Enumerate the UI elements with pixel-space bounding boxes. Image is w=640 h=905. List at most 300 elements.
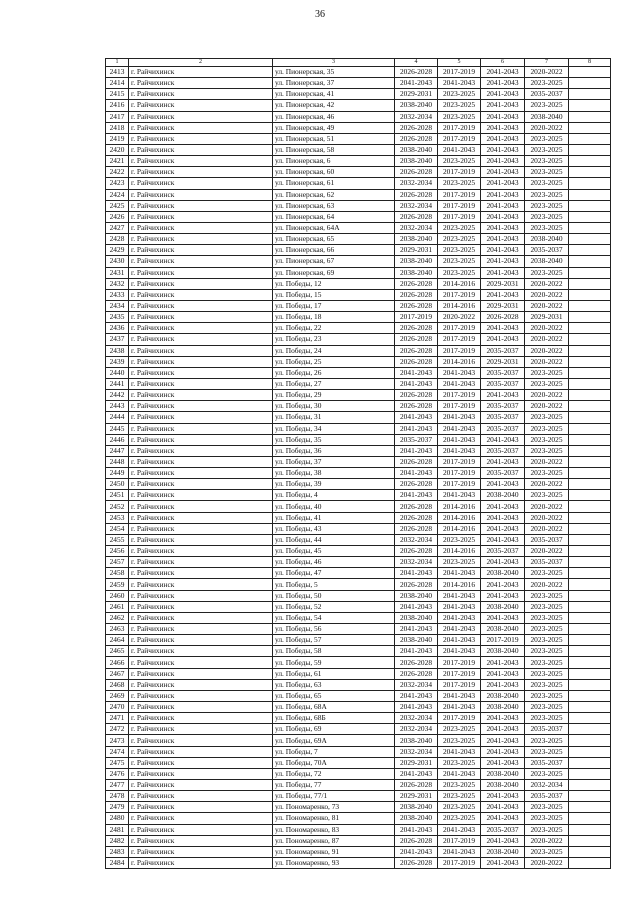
- table-row: [106, 702, 611, 713]
- notes-cell: [569, 668, 611, 679]
- period-cell: 2026-2028: [395, 67, 438, 78]
- notes-cell: [569, 557, 611, 568]
- table-row: [106, 256, 611, 267]
- city-cell: г. Райчихинск: [129, 568, 273, 579]
- table-row: [106, 490, 611, 501]
- notes-cell: [569, 501, 611, 512]
- column-header: 6: [481, 59, 525, 67]
- city-cell: г. Райчихинск: [129, 378, 273, 389]
- period-cell: 2038-2040: [481, 601, 525, 612]
- table-row: [106, 89, 611, 100]
- address-cell: ул. Пионерская, 65: [273, 234, 395, 245]
- table-row: [106, 780, 611, 791]
- row-number-cell: 2420: [106, 144, 129, 155]
- city-cell: г. Райчихинск: [129, 768, 273, 779]
- period-cell: 2023-2025: [438, 256, 481, 267]
- notes-cell: [569, 657, 611, 668]
- period-cell: 2020-2022: [525, 334, 569, 345]
- table-row: [106, 735, 611, 746]
- period-cell: 2041-2043: [481, 111, 525, 122]
- period-cell: 2041-2043: [438, 702, 481, 713]
- row-number-cell: 2459: [106, 579, 129, 590]
- period-cell: 2038-2040: [481, 568, 525, 579]
- row-number-cell: 2442: [106, 390, 129, 401]
- period-cell: 2029-2031: [481, 300, 525, 311]
- city-cell: г. Райчихинск: [129, 122, 273, 133]
- city-cell: г. Райчихинск: [129, 245, 273, 256]
- period-cell: 2038-2040: [481, 690, 525, 701]
- row-number-cell: 2431: [106, 267, 129, 278]
- city-cell: г. Райчихинск: [129, 490, 273, 501]
- period-cell: 2017-2019: [438, 334, 481, 345]
- period-cell: 2041-2043: [481, 501, 525, 512]
- period-cell: 2014-2016: [438, 512, 481, 523]
- row-number-cell: 2433: [106, 289, 129, 300]
- address-cell: ул. Победы, 38: [273, 468, 395, 479]
- address-cell: ул. Победы, 41: [273, 512, 395, 523]
- table-row: [106, 835, 611, 846]
- period-cell: 2023-2025: [438, 791, 481, 802]
- address-cell: ул. Пономаренко, 87: [273, 835, 395, 846]
- city-cell: г. Райчихинск: [129, 702, 273, 713]
- table-row: [106, 445, 611, 456]
- notes-cell: [569, 445, 611, 456]
- period-cell: 2023-2025: [525, 824, 569, 835]
- row-number-cell: 2484: [106, 857, 129, 868]
- address-cell: ул. Победы, 27: [273, 378, 395, 389]
- address-cell: ул. Пионерская, 35: [273, 67, 395, 78]
- period-cell: 2020-2022: [525, 456, 569, 467]
- row-number-cell: 2438: [106, 345, 129, 356]
- address-cell: ул. Пионерская, 49: [273, 122, 395, 133]
- address-cell: ул. Победы, 30: [273, 401, 395, 412]
- column-header: 3: [273, 59, 395, 67]
- period-cell: 2026-2028: [395, 456, 438, 467]
- period-cell: 2035-2037: [525, 245, 569, 256]
- notes-cell: [569, 713, 611, 724]
- notes-cell: [569, 579, 611, 590]
- table-row: [106, 200, 611, 211]
- period-cell: 2017-2019: [438, 390, 481, 401]
- period-cell: 2038-2040: [525, 256, 569, 267]
- period-cell: 2035-2037: [525, 89, 569, 100]
- notes-cell: [569, 490, 611, 501]
- period-cell: 2041-2043: [481, 679, 525, 690]
- table-row: [106, 412, 611, 423]
- city-cell: г. Райчихинск: [129, 345, 273, 356]
- period-cell: 2035-2037: [525, 724, 569, 735]
- notes-cell: [569, 245, 611, 256]
- table-row: [106, 746, 611, 757]
- notes-cell: [569, 802, 611, 813]
- period-cell: 2026-2028: [395, 211, 438, 222]
- period-cell: 2026-2028: [395, 479, 438, 490]
- address-cell: ул. Победы, 44: [273, 534, 395, 545]
- notes-cell: [569, 523, 611, 534]
- table-row: [106, 679, 611, 690]
- period-cell: 2035-2037: [481, 824, 525, 835]
- notes-cell: [569, 546, 611, 557]
- period-cell: 2026-2028: [395, 133, 438, 144]
- period-cell: 2023-2025: [525, 624, 569, 635]
- period-cell: 2032-2034: [395, 178, 438, 189]
- address-cell: ул. Победы, 59: [273, 657, 395, 668]
- period-cell: 2020-2022: [525, 546, 569, 557]
- period-cell: 2041-2043: [481, 133, 525, 144]
- period-cell: 2032-2034: [395, 724, 438, 735]
- period-cell: 2020-2022: [525, 122, 569, 133]
- period-cell: 2041-2043: [481, 267, 525, 278]
- period-cell: 2014-2016: [438, 579, 481, 590]
- address-cell: ул. Пономаренко, 83: [273, 824, 395, 835]
- period-cell: 2041-2043: [438, 445, 481, 456]
- period-cell: 2020-2022: [525, 390, 569, 401]
- address-cell: ул. Победы, 61: [273, 668, 395, 679]
- period-cell: 2029-2031: [395, 245, 438, 256]
- address-cell: ул. Пионерская, 51: [273, 133, 395, 144]
- address-cell: ул. Победы, 63: [273, 679, 395, 690]
- city-cell: г. Райчихинск: [129, 780, 273, 791]
- address-cell: ул. Пионерская, 62: [273, 189, 395, 200]
- row-number-cell: 2471: [106, 713, 129, 724]
- period-cell: 2017-2019: [438, 167, 481, 178]
- city-cell: г. Райчихинск: [129, 390, 273, 401]
- period-cell: 2041-2043: [481, 835, 525, 846]
- table-row: [106, 690, 611, 701]
- address-cell: ул. Победы, 5: [273, 579, 395, 590]
- table-row: [106, 100, 611, 111]
- city-cell: г. Райчихинск: [129, 523, 273, 534]
- period-cell: 2017-2019: [438, 200, 481, 211]
- period-cell: 2017-2019: [438, 67, 481, 78]
- city-cell: г. Райчихинск: [129, 456, 273, 467]
- table-row: [106, 334, 611, 345]
- period-cell: 2041-2043: [438, 144, 481, 155]
- period-cell: 2041-2043: [481, 523, 525, 534]
- notes-cell: [569, 334, 611, 345]
- notes-cell: [569, 345, 611, 356]
- column-header: 4: [395, 59, 438, 67]
- period-cell: 2017-2019: [438, 345, 481, 356]
- row-number-cell: 2453: [106, 512, 129, 523]
- period-cell: 2026-2028: [395, 300, 438, 311]
- period-cell: 2041-2043: [481, 256, 525, 267]
- address-cell: ул. Пионерская, 64А: [273, 222, 395, 233]
- row-number-cell: 2458: [106, 568, 129, 579]
- city-cell: г. Райчихинск: [129, 256, 273, 267]
- period-cell: 2026-2028: [395, 857, 438, 868]
- table-row: [106, 167, 611, 178]
- table-row: [106, 234, 611, 245]
- table-row: [106, 857, 611, 868]
- period-cell: 2041-2043: [438, 601, 481, 612]
- period-cell: 2023-2025: [438, 534, 481, 545]
- period-cell: 2023-2025: [438, 156, 481, 167]
- address-cell: ул. Победы, 18: [273, 312, 395, 323]
- period-cell: 2041-2043: [395, 824, 438, 835]
- period-cell: 2029-2031: [525, 312, 569, 323]
- period-cell: 2035-2037: [481, 345, 525, 356]
- notes-cell: [569, 534, 611, 545]
- city-cell: г. Райчихинск: [129, 278, 273, 289]
- period-cell: 2041-2043: [481, 713, 525, 724]
- address-cell: ул. Победы, 56: [273, 624, 395, 635]
- period-cell: 2017-2019: [438, 479, 481, 490]
- row-number-cell: 2482: [106, 835, 129, 846]
- notes-cell: [569, 434, 611, 445]
- row-number-cell: 2441: [106, 378, 129, 389]
- period-cell: 2023-2025: [525, 78, 569, 89]
- city-cell: г. Райчихинск: [129, 635, 273, 646]
- notes-cell: [569, 390, 611, 401]
- period-cell: 2038-2040: [395, 156, 438, 167]
- address-cell: ул. Пионерская, 64: [273, 211, 395, 222]
- city-cell: г. Райчихинск: [129, 679, 273, 690]
- city-cell: г. Райчихинск: [129, 646, 273, 657]
- address-cell: ул. Победы, 57: [273, 635, 395, 646]
- period-cell: 2038-2040: [481, 780, 525, 791]
- notes-cell: [569, 813, 611, 824]
- table-row: [106, 479, 611, 490]
- address-cell: ул. Победы, 72: [273, 768, 395, 779]
- city-cell: г. Райчихинск: [129, 234, 273, 245]
- period-cell: 2041-2043: [395, 78, 438, 89]
- table-row: [106, 568, 611, 579]
- address-cell: ул. Победы, 52: [273, 601, 395, 612]
- city-cell: г. Райчихинск: [129, 178, 273, 189]
- address-cell: ул. Победы, 69А: [273, 735, 395, 746]
- period-cell: 2035-2037: [481, 412, 525, 423]
- address-cell: ул. Пионерская, 67: [273, 256, 395, 267]
- period-cell: 2038-2040: [395, 735, 438, 746]
- period-cell: 2020-2022: [525, 356, 569, 367]
- period-cell: 2032-2034: [395, 746, 438, 757]
- row-number-cell: 2476: [106, 768, 129, 779]
- period-cell: 2023-2025: [438, 89, 481, 100]
- period-cell: 2023-2025: [525, 590, 569, 601]
- address-cell: ул. Пионерская, 63: [273, 200, 395, 211]
- period-cell: 2023-2025: [525, 746, 569, 757]
- table-row: [106, 401, 611, 412]
- period-cell: 2023-2025: [438, 780, 481, 791]
- table-row: [106, 278, 611, 289]
- period-cell: 2041-2043: [481, 334, 525, 345]
- city-cell: г. Райчихинск: [129, 657, 273, 668]
- period-cell: 2041-2043: [481, 234, 525, 245]
- row-number-cell: 2422: [106, 167, 129, 178]
- period-cell: 2020-2022: [525, 278, 569, 289]
- city-cell: г. Райчихинск: [129, 323, 273, 334]
- period-cell: 2026-2028: [395, 289, 438, 300]
- period-cell: 2038-2040: [481, 646, 525, 657]
- period-cell: 2023-2025: [525, 222, 569, 233]
- period-cell: 2041-2043: [481, 245, 525, 256]
- period-cell: 2026-2028: [395, 390, 438, 401]
- notes-cell: [569, 412, 611, 423]
- table-row: [106, 590, 611, 601]
- row-number-cell: 2446: [106, 434, 129, 445]
- column-header: 5: [438, 59, 481, 67]
- notes-cell: [569, 234, 611, 245]
- city-cell: г. Райчихинск: [129, 690, 273, 701]
- table-row: [106, 267, 611, 278]
- period-cell: 2041-2043: [481, 456, 525, 467]
- table-row: [106, 546, 611, 557]
- period-cell: 2041-2043: [438, 768, 481, 779]
- row-number-cell: 2414: [106, 78, 129, 89]
- period-cell: 2017-2019: [438, 211, 481, 222]
- period-cell: 2017-2019: [438, 835, 481, 846]
- period-cell: 2032-2034: [395, 713, 438, 724]
- address-cell: ул. Пономаренко, 73: [273, 802, 395, 813]
- period-cell: 2020-2022: [525, 67, 569, 78]
- period-cell: 2023-2025: [525, 144, 569, 155]
- period-cell: 2026-2028: [395, 579, 438, 590]
- address-cell: ул. Победы, 4: [273, 490, 395, 501]
- address-cell: ул. Победы, 37: [273, 456, 395, 467]
- period-cell: 2026-2028: [395, 356, 438, 367]
- period-cell: 2041-2043: [481, 89, 525, 100]
- notes-cell: [569, 757, 611, 768]
- row-number-cell: 2451: [106, 490, 129, 501]
- notes-cell: [569, 512, 611, 523]
- row-number-cell: 2463: [106, 624, 129, 635]
- table-row: [106, 300, 611, 311]
- notes-cell: [569, 590, 611, 601]
- period-cell: 2023-2025: [525, 635, 569, 646]
- city-cell: г. Райчихинск: [129, 78, 273, 89]
- address-cell: ул. Победы, 23: [273, 334, 395, 345]
- period-cell: 2041-2043: [438, 824, 481, 835]
- city-cell: г. Райчихинск: [129, 211, 273, 222]
- notes-cell: [569, 167, 611, 178]
- row-number-cell: 2454: [106, 523, 129, 534]
- row-number-cell: 2424: [106, 189, 129, 200]
- period-cell: 2017-2019: [395, 312, 438, 323]
- table-row: [106, 356, 611, 367]
- period-cell: 2041-2043: [395, 490, 438, 501]
- period-cell: 2026-2028: [395, 401, 438, 412]
- period-cell: 2038-2040: [481, 768, 525, 779]
- period-cell: 2017-2019: [438, 289, 481, 300]
- row-number-cell: 2468: [106, 679, 129, 690]
- period-cell: 2041-2043: [481, 512, 525, 523]
- period-cell: 2041-2043: [395, 378, 438, 389]
- period-cell: 2041-2043: [481, 67, 525, 78]
- period-cell: 2020-2022: [525, 323, 569, 334]
- period-cell: 2032-2034: [395, 222, 438, 233]
- city-cell: г. Райчихинск: [129, 200, 273, 211]
- period-cell: 2041-2043: [481, 579, 525, 590]
- period-cell: 2041-2043: [395, 468, 438, 479]
- column-header: 2: [129, 59, 273, 67]
- row-number-cell: 2416: [106, 100, 129, 111]
- period-cell: 2041-2043: [395, 445, 438, 456]
- period-cell: 2038-2040: [395, 234, 438, 245]
- period-cell: 2035-2037: [481, 546, 525, 557]
- table-row: [106, 468, 611, 479]
- period-cell: 2038-2040: [481, 702, 525, 713]
- city-cell: г. Райчихинск: [129, 89, 273, 100]
- period-cell: 2023-2025: [525, 434, 569, 445]
- period-cell: 2014-2016: [438, 546, 481, 557]
- address-cell: ул. Пономаренко, 81: [273, 813, 395, 824]
- period-cell: 2026-2028: [395, 835, 438, 846]
- row-number-cell: 2456: [106, 546, 129, 557]
- city-cell: г. Райчихинск: [129, 835, 273, 846]
- table-row: [106, 802, 611, 813]
- table-row: [106, 178, 611, 189]
- column-header: 7: [525, 59, 569, 67]
- period-cell: 2041-2043: [395, 367, 438, 378]
- period-cell: 2041-2043: [438, 590, 481, 601]
- city-cell: г. Райчихинск: [129, 579, 273, 590]
- table-row: [106, 791, 611, 802]
- period-cell: 2026-2028: [395, 122, 438, 133]
- row-number-cell: 2413: [106, 67, 129, 78]
- notes-cell: [569, 189, 611, 200]
- row-number-cell: 2467: [106, 668, 129, 679]
- period-cell: 2041-2043: [438, 490, 481, 501]
- period-cell: 2023-2025: [438, 111, 481, 122]
- period-cell: 2038-2040: [395, 144, 438, 155]
- period-cell: 2032-2034: [395, 679, 438, 690]
- period-cell: 2038-2040: [395, 635, 438, 646]
- column-header: 8: [569, 59, 611, 67]
- period-cell: 2041-2043: [481, 222, 525, 233]
- period-cell: 2017-2019: [438, 657, 481, 668]
- period-cell: 2029-2031: [481, 356, 525, 367]
- page-number: 36: [315, 9, 325, 20]
- period-cell: 2041-2043: [481, 557, 525, 568]
- period-cell: 2041-2043: [395, 702, 438, 713]
- period-cell: 2041-2043: [481, 791, 525, 802]
- notes-cell: [569, 690, 611, 701]
- period-cell: 2026-2028: [395, 278, 438, 289]
- city-cell: г. Райчихинск: [129, 401, 273, 412]
- row-number-cell: 2477: [106, 780, 129, 791]
- period-cell: 2041-2043: [438, 746, 481, 757]
- notes-cell: [569, 568, 611, 579]
- period-cell: 2023-2025: [525, 267, 569, 278]
- table-row: [106, 390, 611, 401]
- period-cell: 2041-2043: [481, 200, 525, 211]
- period-cell: 2023-2025: [525, 601, 569, 612]
- notes-cell: [569, 267, 611, 278]
- period-cell: 2023-2025: [525, 690, 569, 701]
- address-cell: ул. Победы, 54: [273, 612, 395, 623]
- period-cell: 2017-2019: [481, 635, 525, 646]
- period-cell: 2020-2022: [525, 345, 569, 356]
- city-cell: г. Райчихинск: [129, 757, 273, 768]
- table-row: [106, 423, 611, 434]
- city-cell: г. Райчихинск: [129, 501, 273, 512]
- row-number-cell: 2432: [106, 278, 129, 289]
- period-cell: 2041-2043: [395, 690, 438, 701]
- period-cell: 2038-2040: [395, 267, 438, 278]
- notes-cell: [569, 857, 611, 868]
- city-cell: г. Райчихинск: [129, 189, 273, 200]
- period-cell: 2041-2043: [438, 612, 481, 623]
- period-cell: 2041-2043: [481, 144, 525, 155]
- period-cell: 2041-2043: [438, 423, 481, 434]
- row-number-cell: 2415: [106, 89, 129, 100]
- period-cell: 2017-2019: [438, 401, 481, 412]
- period-cell: 2017-2019: [438, 857, 481, 868]
- address-cell: ул. Пионерская, 6: [273, 156, 395, 167]
- row-number-cell: 2479: [106, 802, 129, 813]
- period-cell: 2023-2025: [525, 167, 569, 178]
